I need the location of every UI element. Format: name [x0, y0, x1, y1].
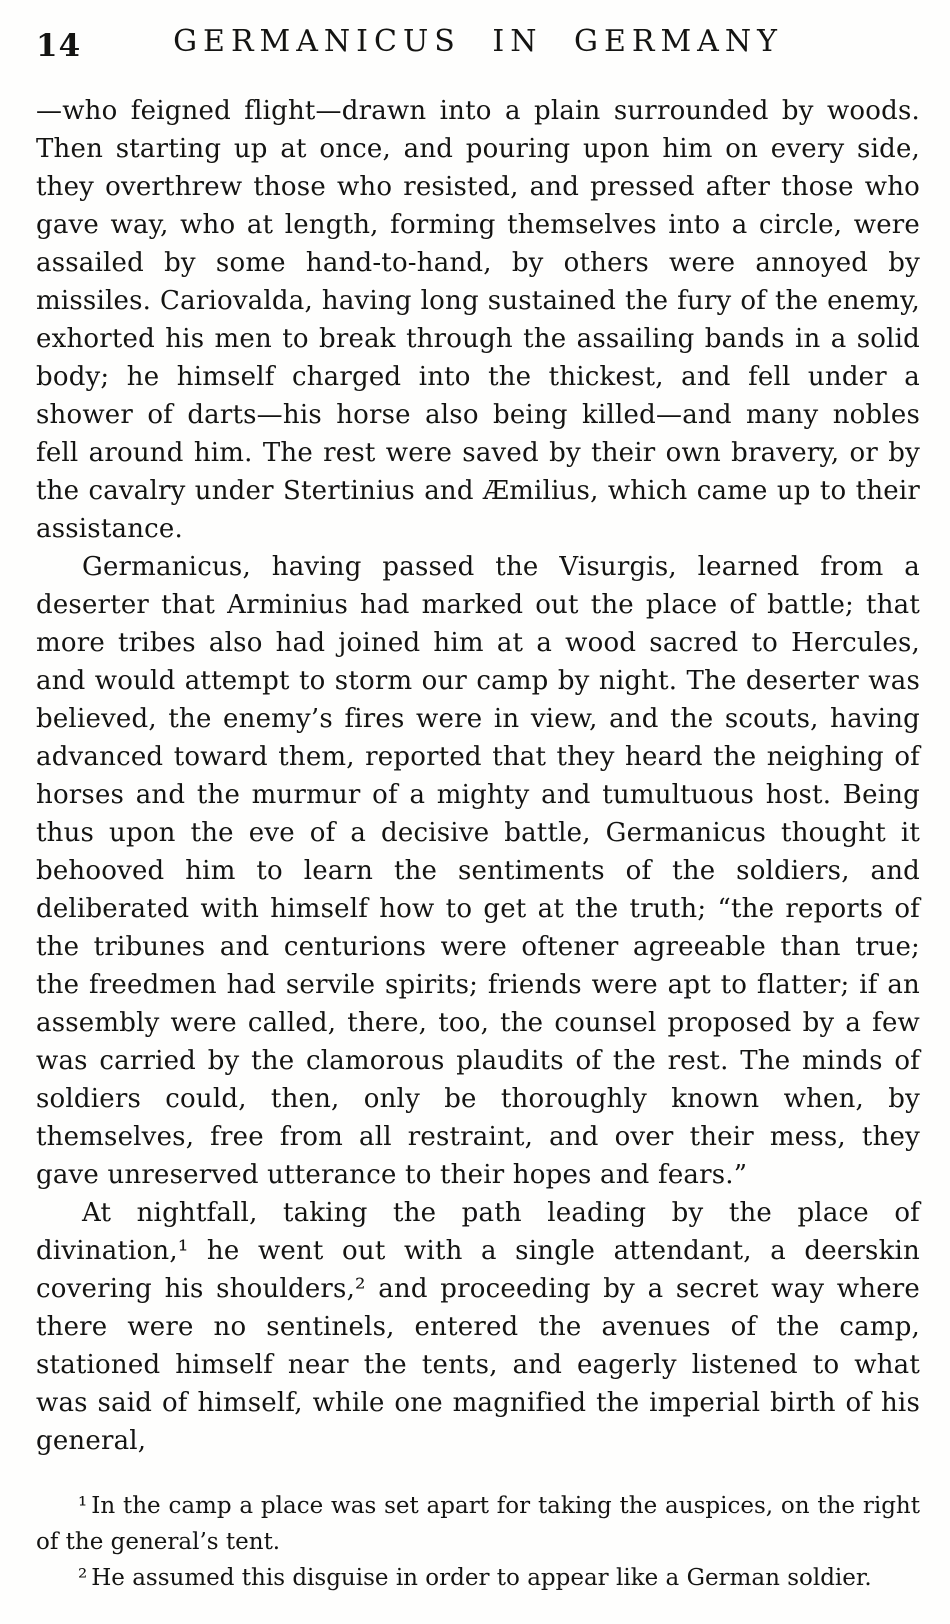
footnote	[36, 1488, 920, 1560]
paragraph: Germanicus, having passed the Visurgis, learned from a deserter that Arminius had marked out the place of battle; that more tribes also had joined him at a wood sacred to Hercules, and would attempt to storm our camp by night. The deserter was believed, the enemy’s fires were in view, and the scouts, having advanced toward them, reported that they heard the neighing of horses and the murmur of a mighty and tumultuous host. Being thus upon the eve of a decisive battle, Germanicus thought it behooved him to learn the sentiments of the soldiers, and deliberated with himself how to get at the truth; “the reports of the tribunes and centurions were oftener agreeable than true; the freedmen had servile spirits; friends were apt to flatter; if an assembly were called, there, too, the counsel proposed by a few was carried by the clamorous plaudits of the rest. The minds of soldiers could, then, only be thoroughly known when, by themselves, free from all restraint, and over their mess, they gave unreserved utterance to their hopes and fears.”	[36, 552, 920, 1190]
footnote-marker: ¹	[78, 1493, 88, 1519]
running-title: GERMANICUS IN GERMANY	[173, 24, 783, 59]
running-head	[36, 24, 920, 74]
paragraph-continuation: —who feigned flight—drawn into a plain surrounded by woods. Then starting up at once, and pouring upon him on every side, they overthrew those who resisted, and pressed after those who gave way, who at length, forming themselves into a circle, were assailed by some hand-to-hand, by others were annoyed by missiles. Cariovalda, having long sustained the fury of the enemy, exhorted his men to break through the assailing bands in a solid body; he himself charged into the thickest, and fell under a shower of darts—his horse also being killed—and many nobles fell around him. The rest were saved by their own bravery, or by the cavalry under Stertinius and Æmilius, which came up to their assistance.	[36, 96, 920, 544]
paragraph: At nightfall, taking the path leading by the place of divination,¹ he went out with a single attendant, a deerskin covering his shoulders,² and proceeding by a secret way where there were no sentinels, entered the avenues of the camp, stationed himself near the tents, and eagerly listened to what was said of himself, while one magnified the imperial birth of his general,	[36, 1198, 920, 1456]
page-number: 14	[36, 28, 82, 64]
footnote	[36, 1560, 920, 1596]
footnote-text: In the camp a place was set apart for taking the auspices, on the right of the general’s tent.	[36, 1493, 920, 1555]
footnotes	[36, 1488, 920, 1596]
footnote-marker: ²	[78, 1565, 88, 1591]
footnote-text: He assumed this disguise in order to appear like a German soldier.	[91, 1565, 872, 1591]
body-text	[36, 92, 920, 1460]
